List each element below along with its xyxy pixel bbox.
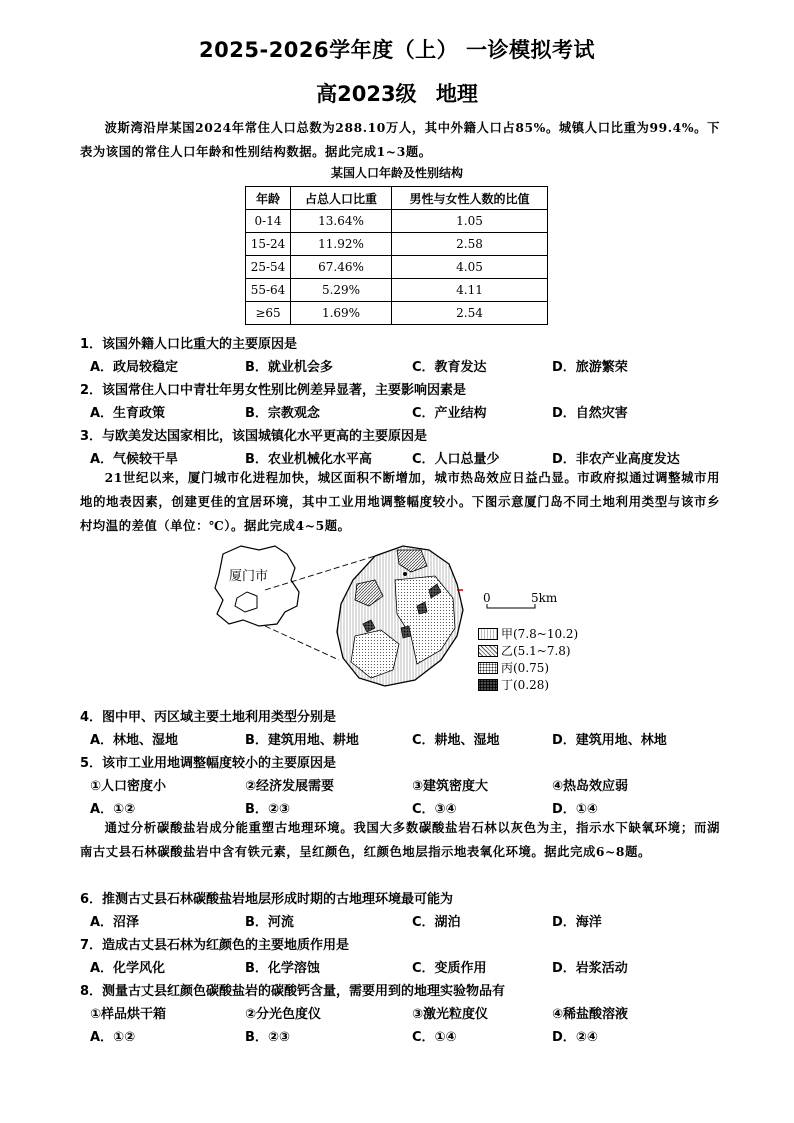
option-b: B．建筑用地、耕地 bbox=[245, 733, 359, 748]
question-8-stem: 8．测量古丈县红颜色碳酸盐岩的碳酸钙含量，需要用到的地理实验物品有 bbox=[80, 984, 506, 999]
map-point bbox=[403, 572, 407, 576]
table-row bbox=[246, 210, 548, 233]
table-header-row bbox=[246, 187, 548, 210]
option-d: D．非农产业高度发达 bbox=[552, 452, 680, 467]
table-cell: 4.11 bbox=[392, 279, 548, 302]
option-a: A．政局较稳定 bbox=[90, 360, 179, 375]
table-row bbox=[246, 233, 548, 256]
passage-3: 通过分析碳酸盐岩成分能重塑古地理环境。我国大多数碳酸盐岩石林以灰色为主，指示水下缺氧环境；而湖南古丈县石林碳酸盐岩中含有铁元素，呈红颜色，红颜色地层指示地表氧化环境。据此完成6~8题。 bbox=[80, 820, 720, 859]
statement-3: ③建筑密度大 bbox=[412, 779, 489, 794]
scale-bar bbox=[487, 604, 535, 608]
table-caption: 某国人口年龄及性别结构 bbox=[330, 166, 463, 180]
option-b: B．②③ bbox=[245, 802, 290, 817]
option-c: C．产业结构 bbox=[412, 406, 487, 421]
option-b: B．②③ bbox=[245, 1030, 290, 1045]
table-header: 年龄 bbox=[246, 187, 291, 210]
option-c: C．人口总量少 bbox=[412, 452, 500, 467]
option-b: B．宗教观念 bbox=[245, 406, 320, 421]
option-d: D．旅游繁荣 bbox=[552, 360, 628, 375]
legend-label: 甲(7.8~10.2) bbox=[501, 627, 579, 641]
table-row bbox=[246, 256, 548, 279]
exam-subtitle: 高2023级 地理 bbox=[316, 82, 478, 106]
statement-1: ①样品烘干箱 bbox=[90, 1007, 167, 1022]
legend-swatch bbox=[478, 645, 498, 657]
legend-label: 丙(0.75) bbox=[501, 661, 550, 675]
question-3-stem: 3．与欧美发达国家相比，该国城镇化水平更高的主要原因是 bbox=[80, 429, 428, 444]
option-b: B．农业机械化水平高 bbox=[245, 452, 372, 467]
exam-title: 2025-2026学年度（上） 一诊模拟考试 bbox=[199, 38, 595, 62]
legend-label: 丁(0.28) bbox=[501, 678, 550, 692]
connector-line bbox=[265, 626, 339, 660]
map-legend bbox=[478, 625, 578, 693]
statement-4: ④稀盐酸溶液 bbox=[552, 1007, 629, 1022]
table-cell: 1.05 bbox=[392, 210, 548, 233]
table-cell: 67.46% bbox=[291, 256, 392, 279]
ding-area bbox=[401, 626, 411, 638]
legend-item-jia bbox=[478, 625, 578, 642]
option-c: C．①④ bbox=[412, 1030, 457, 1045]
statement-1: ①人口密度小 bbox=[90, 779, 167, 794]
question-4-stem: 4．图中甲、丙区域主要土地利用类型分别是 bbox=[80, 710, 337, 725]
table-cell: 25-54 bbox=[246, 256, 291, 279]
question-5-stem: 5．该市工业用地调整幅度较小的主要原因是 bbox=[80, 756, 337, 771]
passage-2: 21世纪以来，厦门城市化进程加快，城区面积不断增加，城市热岛效应日益凸显。市政府拟通过调整城市用地的地表因素，创建更佳的宜居环境，其中工业用地调整幅度较小。下图示意厦门岛不同土地利用类型与该市乡村均温的差值（单位：℃）。据此完成4~5题。 bbox=[80, 470, 720, 533]
option-c: C．耕地、湿地 bbox=[412, 733, 500, 748]
option-d: D．建筑用地、林地 bbox=[552, 733, 667, 748]
option-a: A．化学风化 bbox=[90, 961, 166, 976]
legend-label: 乙(5.1~7.8) bbox=[501, 644, 571, 658]
option-a: A．林地、湿地 bbox=[90, 733, 179, 748]
scale-label: 5km bbox=[531, 591, 558, 605]
statement-2: ②经济发展需要 bbox=[245, 779, 335, 794]
option-b: B．河流 bbox=[245, 915, 294, 930]
table-cell: 15-24 bbox=[246, 233, 291, 256]
table-header: 占总人口比重 bbox=[291, 187, 392, 210]
option-a: A．①② bbox=[90, 802, 136, 817]
option-d: D．①④ bbox=[552, 802, 598, 817]
legend-swatch bbox=[478, 628, 498, 640]
option-c: C．变质作用 bbox=[412, 961, 487, 976]
statement-4: ④热岛效应弱 bbox=[552, 779, 629, 794]
option-b: B．化学溶蚀 bbox=[245, 961, 320, 976]
table-cell: 4.05 bbox=[392, 256, 548, 279]
passage-1: 波斯湾沿岸某国2024年常住人口总数为288.10万人，其中外籍人口占85%。城镇人口比重为99.4%。下表为该国的常住人口年龄和性别结构数据。据此完成1~3题。 bbox=[80, 120, 720, 159]
table-cell: 55-64 bbox=[246, 279, 291, 302]
option-c: C．③④ bbox=[412, 802, 457, 817]
table-cell: 13.64% bbox=[291, 210, 392, 233]
legend-item-bing bbox=[478, 659, 578, 676]
statement-2: ②分光色度仪 bbox=[245, 1007, 322, 1022]
option-d: D．自然灾害 bbox=[552, 406, 628, 421]
question-1-stem: 1．该国外籍人口比重大的主要原因是 bbox=[80, 337, 298, 352]
option-a: A．气候较干旱 bbox=[90, 452, 179, 467]
table-row bbox=[246, 302, 548, 325]
table-cell: 2.54 bbox=[392, 302, 548, 325]
xiamen-city-outline bbox=[215, 546, 299, 626]
statement-3: ③激光粒度仪 bbox=[412, 1007, 489, 1022]
question-2-stem: 2．该国常住人口中青壮年男女性别比例差异显著，主要影响因素是 bbox=[80, 383, 467, 398]
option-a: A．生育政策 bbox=[90, 406, 166, 421]
population-table bbox=[245, 186, 548, 325]
city-label: 厦门市 bbox=[229, 569, 269, 584]
table-cell: ≥65 bbox=[246, 302, 291, 325]
question-6-stem: 6．推测古丈县石林碳酸盐岩地层形成时期的古地理环境最可能为 bbox=[80, 892, 454, 907]
table-header: 男性与女性人数的比值 bbox=[392, 187, 548, 210]
option-a: A．①② bbox=[90, 1030, 136, 1045]
option-d: D．岩浆活动 bbox=[552, 961, 628, 976]
table-cell: 1.69% bbox=[291, 302, 392, 325]
table-cell: 2.58 bbox=[392, 233, 548, 256]
option-c: C．教育发达 bbox=[412, 360, 487, 375]
table-row bbox=[246, 279, 548, 302]
legend-swatch bbox=[478, 662, 498, 674]
legend-item-ding bbox=[478, 676, 578, 693]
legend-swatch bbox=[478, 679, 498, 691]
option-b: B．就业机会多 bbox=[245, 360, 333, 375]
scale-zero: 0 bbox=[483, 591, 491, 605]
option-d: D．海洋 bbox=[552, 915, 602, 930]
option-c: C．湖泊 bbox=[412, 915, 461, 930]
table-cell: 11.92% bbox=[291, 233, 392, 256]
table-cell: 5.29% bbox=[291, 279, 392, 302]
option-a: A．沼泽 bbox=[90, 915, 140, 930]
option-d: D．②④ bbox=[552, 1030, 598, 1045]
question-7-stem: 7．造成古丈县石林为红颜色的主要地质作用是 bbox=[80, 938, 350, 953]
table-cell: 0-14 bbox=[246, 210, 291, 233]
legend-item-yi bbox=[478, 642, 578, 659]
